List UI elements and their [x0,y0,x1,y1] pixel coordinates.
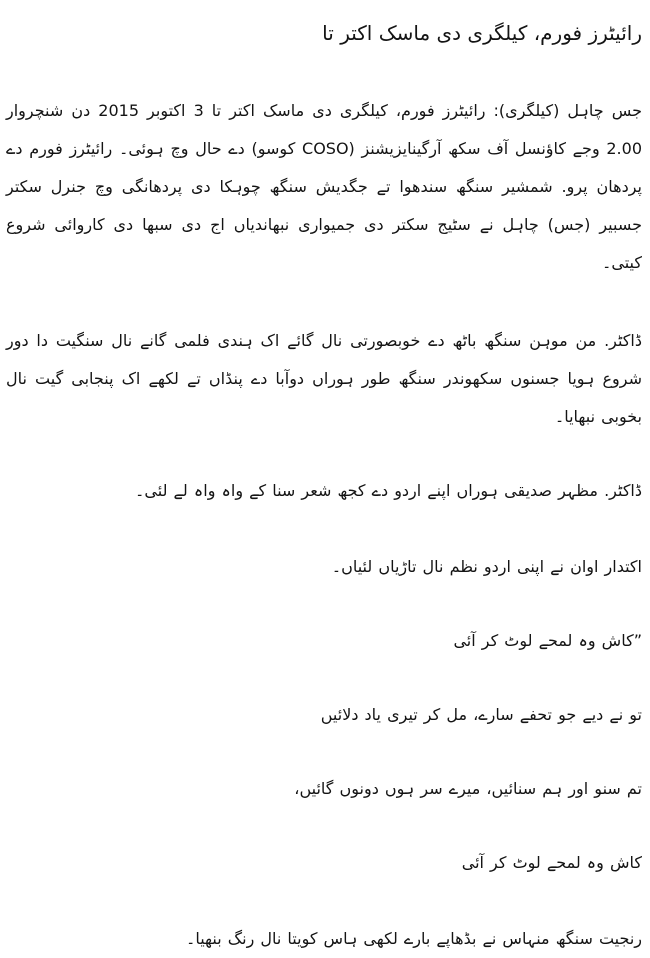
document-page [0,16,650,948]
awan-paragraph: اکتدار اوان نے اپنی اردو نظم نال تاڑیاں لئیاں۔ [331,557,642,576]
siddiqui-paragraph: ڈاکٹر. مظہر صدیقی ہوراں اپنے اردو دے کجھ شعر سنا کے واہ واہ لے لئی۔ [135,481,642,500]
poem-line-3: تم سنو اور ہم سنائیں، میرے سر ہوں دونوں گائیں، [294,779,642,798]
poem-line-2: تو نے دیے جو تحفے سارے، مل کر تیری یاد دلائیں [320,705,642,724]
document-title: رائیٹرز فورم، کیلگری دی ماسک اکتر تا [322,21,642,45]
poem-line-1: ”کاش وہ لمحے لوٹ کر آئی [453,631,642,650]
closing-paragraph: رنجیت سنگھ منہاس نے بڈھاپے بارے لکھی ہاس کویتا نال رنگ بنھیا۔ [185,929,642,948]
report-paragraph: جس چاہل (کیلگری): رائیٹرز فورم، کیلگری دی ماسک اکتر تا 3 اکتوبر 2015 دن شنچروار 2.00 وجے کاؤنسل آف سکھ آرگینایزیشنز (COSO کوسو) دے حال وچ ہوئی۔ رائیٹرز فورم دے پردھان پرو. شمشیر سنگھ سندھوا تے جگدیش سنگھ چوہکا دی پردھانگی وچ جنرل سکتر جسبیر (جس) چاہل نے سٹیج سکتر دی جمیواری نبھاندیاں اج دی سبھا دی کاروائی شروع کیتی۔ [6,101,643,272]
poem-line-4: کاش وہ لمحے لوٹ کر آئی [461,853,642,872]
music-round-paragraph: ڈاکٹر. من موہن سنگھ باٹھ دے خوبصورتی نال گائے اک ہندی فلمی گانے نال سنگیت دا دور شروع ہویا جسنوں سکھوندر سنگھ طور ہوراں دوآبا دے پنڈاں تے لکھے اک پنجابی گیت نال بخوبی نبھایا۔ [6,331,642,426]
